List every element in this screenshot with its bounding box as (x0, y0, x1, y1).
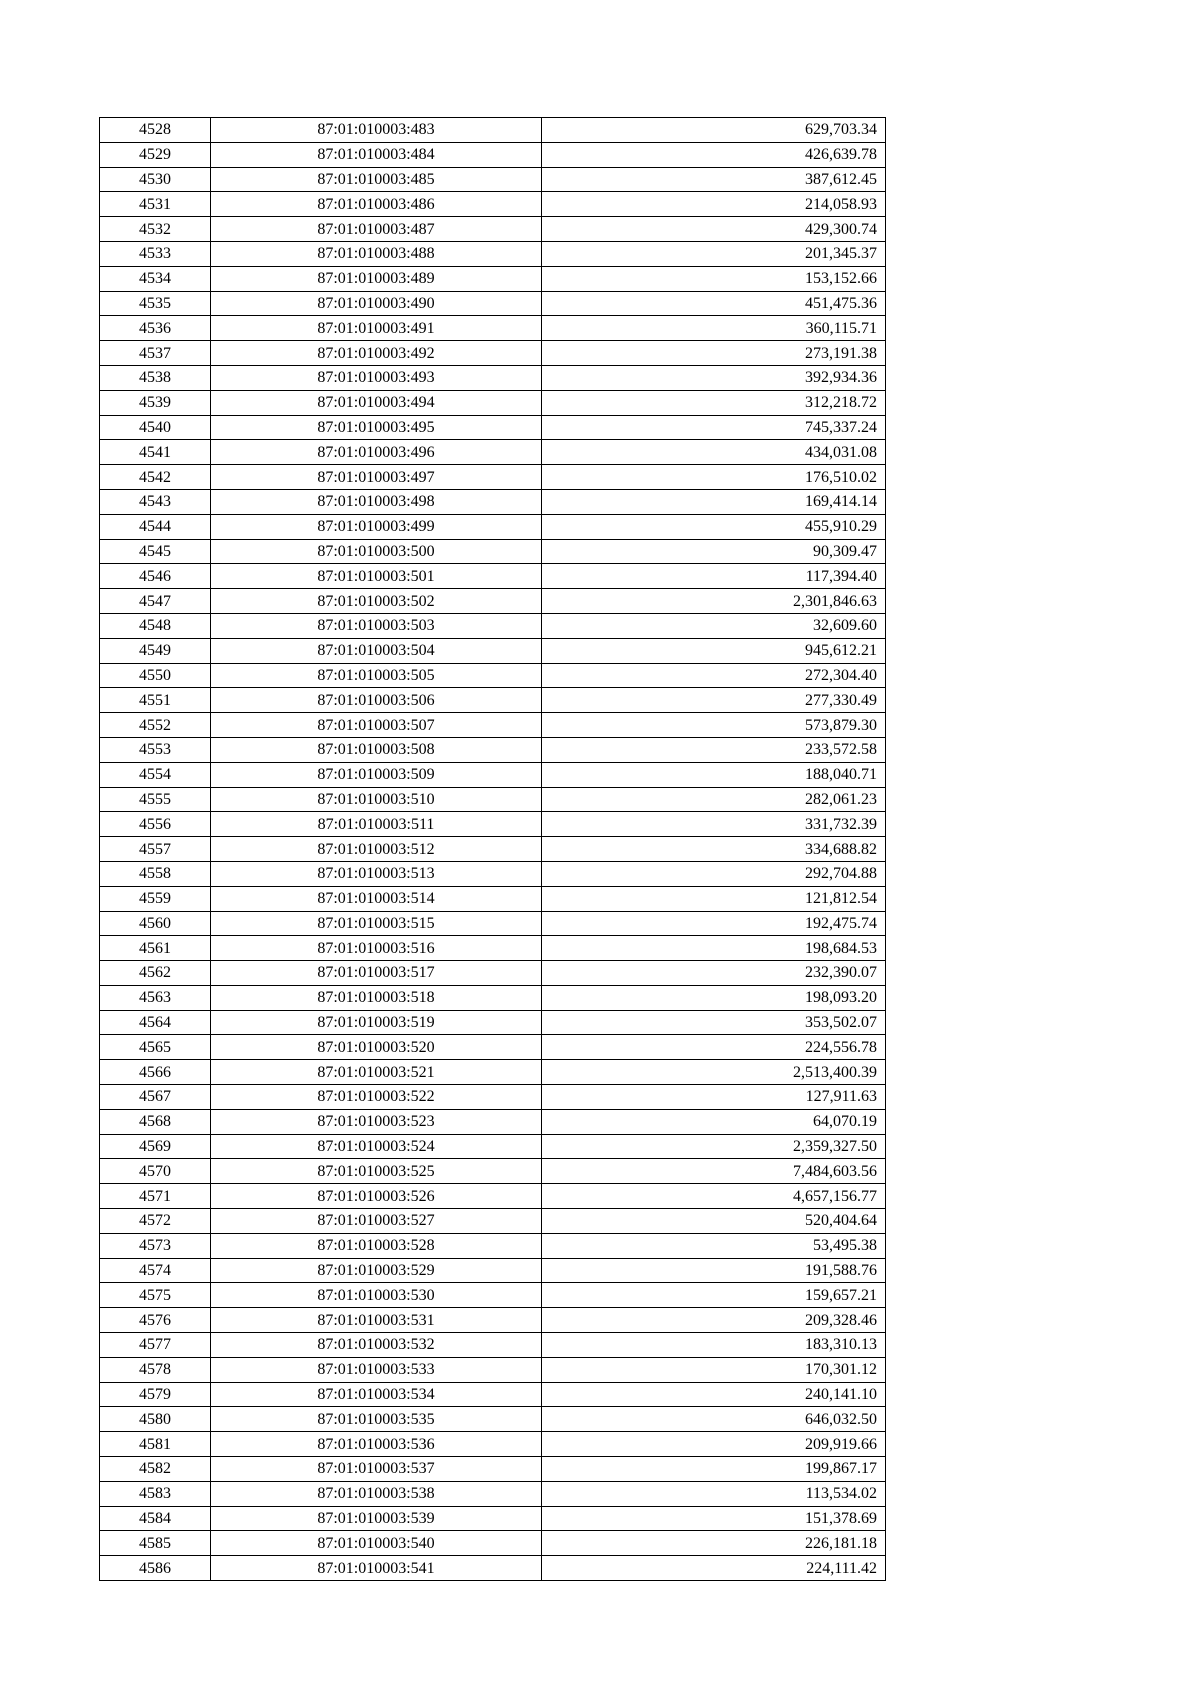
row-number-cell: 4567 (100, 1085, 211, 1110)
value-cell: 53,495.38 (542, 1233, 886, 1258)
cadastral-number-cell: 87:01:010003:509 (211, 762, 542, 787)
table-row (100, 1457, 886, 1482)
cadastral-number-cell: 87:01:010003:505 (211, 663, 542, 688)
cadastral-number-cell: 87:01:010003:506 (211, 688, 542, 713)
row-number-cell: 4531 (100, 192, 211, 217)
table-row (100, 539, 886, 564)
table-row (100, 1209, 886, 1234)
table-row (100, 390, 886, 415)
cadastral-number-cell: 87:01:010003:532 (211, 1333, 542, 1358)
cadastral-number-cell: 87:01:010003:492 (211, 341, 542, 366)
value-cell: 2,513,400.39 (542, 1060, 886, 1085)
value-cell: 646,032.50 (542, 1407, 886, 1432)
table-row (100, 861, 886, 886)
row-number-cell: 4536 (100, 316, 211, 341)
value-cell: 176,510.02 (542, 465, 886, 490)
table-row (100, 985, 886, 1010)
cadastral-number-cell: 87:01:010003:533 (211, 1357, 542, 1382)
cadastral-number-cell: 87:01:010003:507 (211, 713, 542, 738)
row-number-cell: 4554 (100, 762, 211, 787)
table-row (100, 465, 886, 490)
table-row (100, 1060, 886, 1085)
table-row (100, 911, 886, 936)
table-row (100, 936, 886, 961)
table-row (100, 663, 886, 688)
value-cell: 2,359,327.50 (542, 1134, 886, 1159)
row-number-cell: 4582 (100, 1457, 211, 1482)
value-cell: 233,572.58 (542, 737, 886, 762)
value-cell: 232,390.07 (542, 961, 886, 986)
table-row (100, 787, 886, 812)
cadastral-number-cell: 87:01:010003:520 (211, 1035, 542, 1060)
row-number-cell: 4534 (100, 266, 211, 291)
value-cell: 198,684.53 (542, 936, 886, 961)
cadastral-number-cell: 87:01:010003:484 (211, 142, 542, 167)
cadastral-number-cell: 87:01:010003:486 (211, 192, 542, 217)
value-cell: 312,218.72 (542, 390, 886, 415)
table-row (100, 1283, 886, 1308)
row-number-cell: 4566 (100, 1060, 211, 1085)
table-row (100, 1432, 886, 1457)
cadastral-number-cell: 87:01:010003:523 (211, 1109, 542, 1134)
cadastral-number-cell: 87:01:010003:495 (211, 415, 542, 440)
row-number-cell: 4573 (100, 1233, 211, 1258)
cadastral-number-cell: 87:01:010003:488 (211, 241, 542, 266)
value-cell: 334,688.82 (542, 837, 886, 862)
value-cell: 455,910.29 (542, 514, 886, 539)
value-cell: 745,337.24 (542, 415, 886, 440)
table-row (100, 1184, 886, 1209)
row-number-cell: 4579 (100, 1382, 211, 1407)
row-number-cell: 4538 (100, 365, 211, 390)
row-number-cell: 4581 (100, 1432, 211, 1457)
cadastral-number-cell: 87:01:010003:512 (211, 837, 542, 862)
table-row (100, 1556, 886, 1581)
row-number-cell: 4528 (100, 118, 211, 143)
data-table (99, 117, 886, 1581)
table-row (100, 241, 886, 266)
table-row (100, 266, 886, 291)
cadastral-number-cell: 87:01:010003:516 (211, 936, 542, 961)
cadastral-number-cell: 87:01:010003:483 (211, 118, 542, 143)
value-cell: 224,556.78 (542, 1035, 886, 1060)
table-row (100, 217, 886, 242)
cadastral-number-cell: 87:01:010003:534 (211, 1382, 542, 1407)
table-row (100, 118, 886, 143)
row-number-cell: 4565 (100, 1035, 211, 1060)
row-number-cell: 4541 (100, 440, 211, 465)
row-number-cell: 4578 (100, 1357, 211, 1382)
cadastral-number-cell: 87:01:010003:536 (211, 1432, 542, 1457)
cadastral-number-cell: 87:01:010003:518 (211, 985, 542, 1010)
value-cell: 573,879.30 (542, 713, 886, 738)
cadastral-number-cell: 87:01:010003:489 (211, 266, 542, 291)
value-cell: 353,502.07 (542, 1010, 886, 1035)
cadastral-number-cell: 87:01:010003:497 (211, 465, 542, 490)
table-row (100, 886, 886, 911)
row-number-cell: 4537 (100, 341, 211, 366)
value-cell: 64,070.19 (542, 1109, 886, 1134)
cadastral-number-cell: 87:01:010003:504 (211, 638, 542, 663)
value-cell: 945,612.21 (542, 638, 886, 663)
table-row (100, 812, 886, 837)
table-row (100, 837, 886, 862)
value-cell: 331,732.39 (542, 812, 886, 837)
value-cell: 7,484,603.56 (542, 1159, 886, 1184)
cadastral-number-cell: 87:01:010003:540 (211, 1531, 542, 1556)
row-number-cell: 4577 (100, 1333, 211, 1358)
table-row (100, 1258, 886, 1283)
table-row (100, 192, 886, 217)
row-number-cell: 4569 (100, 1134, 211, 1159)
value-cell: 224,111.42 (542, 1556, 886, 1581)
value-cell: 170,301.12 (542, 1357, 886, 1382)
row-number-cell: 4556 (100, 812, 211, 837)
cadastral-number-cell: 87:01:010003:501 (211, 564, 542, 589)
value-cell: 121,812.54 (542, 886, 886, 911)
value-cell: 451,475.36 (542, 291, 886, 316)
row-number-cell: 4561 (100, 936, 211, 961)
value-cell: 201,345.37 (542, 241, 886, 266)
row-number-cell: 4572 (100, 1209, 211, 1234)
cadastral-number-cell: 87:01:010003:496 (211, 440, 542, 465)
cadastral-number-cell: 87:01:010003:515 (211, 911, 542, 936)
value-cell: 32,609.60 (542, 613, 886, 638)
value-cell: 159,657.21 (542, 1283, 886, 1308)
table-row (100, 1035, 886, 1060)
cadastral-number-cell: 87:01:010003:499 (211, 514, 542, 539)
row-number-cell: 4542 (100, 465, 211, 490)
table-row (100, 1407, 886, 1432)
cadastral-number-cell: 87:01:010003:487 (211, 217, 542, 242)
table-row (100, 1506, 886, 1531)
table-row (100, 713, 886, 738)
table-row (100, 1159, 886, 1184)
table-body (100, 118, 886, 1581)
row-number-cell: 4529 (100, 142, 211, 167)
row-number-cell: 4576 (100, 1308, 211, 1333)
row-number-cell: 4570 (100, 1159, 211, 1184)
row-number-cell: 4551 (100, 688, 211, 713)
table-row (100, 762, 886, 787)
value-cell: 2,301,846.63 (542, 589, 886, 614)
cadastral-number-cell: 87:01:010003:524 (211, 1134, 542, 1159)
row-number-cell: 4584 (100, 1506, 211, 1531)
table-row (100, 1382, 886, 1407)
row-number-cell: 4547 (100, 589, 211, 614)
value-cell: 214,058.93 (542, 192, 886, 217)
row-number-cell: 4571 (100, 1184, 211, 1209)
value-cell: 426,639.78 (542, 142, 886, 167)
table-row (100, 564, 886, 589)
row-number-cell: 4580 (100, 1407, 211, 1432)
value-cell: 4,657,156.77 (542, 1184, 886, 1209)
row-number-cell: 4532 (100, 217, 211, 242)
cadastral-number-cell: 87:01:010003:529 (211, 1258, 542, 1283)
table-row (100, 613, 886, 638)
table-row (100, 415, 886, 440)
cadastral-number-cell: 87:01:010003:535 (211, 1407, 542, 1432)
row-number-cell: 4544 (100, 514, 211, 539)
table-row (100, 489, 886, 514)
row-number-cell: 4546 (100, 564, 211, 589)
row-number-cell: 4549 (100, 638, 211, 663)
row-number-cell: 4553 (100, 737, 211, 762)
value-cell: 629,703.34 (542, 118, 886, 143)
table-row (100, 1481, 886, 1506)
cadastral-number-cell: 87:01:010003:527 (211, 1209, 542, 1234)
table-row (100, 1333, 886, 1358)
value-cell: 113,534.02 (542, 1481, 886, 1506)
row-number-cell: 4586 (100, 1556, 211, 1581)
cadastral-number-cell: 87:01:010003:513 (211, 861, 542, 886)
row-number-cell: 4557 (100, 837, 211, 862)
cadastral-number-cell: 87:01:010003:537 (211, 1457, 542, 1482)
value-cell: 273,191.38 (542, 341, 886, 366)
cadastral-number-cell: 87:01:010003:539 (211, 1506, 542, 1531)
row-number-cell: 4562 (100, 961, 211, 986)
cadastral-number-cell: 87:01:010003:494 (211, 390, 542, 415)
row-number-cell: 4548 (100, 613, 211, 638)
table-row (100, 1085, 886, 1110)
row-number-cell: 4560 (100, 911, 211, 936)
cadastral-number-cell: 87:01:010003:502 (211, 589, 542, 614)
row-number-cell: 4540 (100, 415, 211, 440)
table-row (100, 961, 886, 986)
cadastral-number-cell: 87:01:010003:526 (211, 1184, 542, 1209)
table-row (100, 1357, 886, 1382)
cadastral-number-cell: 87:01:010003:531 (211, 1308, 542, 1333)
table-row (100, 1308, 886, 1333)
value-cell: 292,704.88 (542, 861, 886, 886)
cadastral-number-cell: 87:01:010003:510 (211, 787, 542, 812)
cadastral-number-cell: 87:01:010003:538 (211, 1481, 542, 1506)
row-number-cell: 4533 (100, 241, 211, 266)
row-number-cell: 4558 (100, 861, 211, 886)
table-row (100, 365, 886, 390)
value-cell: 429,300.74 (542, 217, 886, 242)
cadastral-number-cell: 87:01:010003:519 (211, 1010, 542, 1035)
table-row (100, 1010, 886, 1035)
table-row (100, 142, 886, 167)
value-cell: 240,141.10 (542, 1382, 886, 1407)
table-row (100, 737, 886, 762)
table-row (100, 589, 886, 614)
table-row (100, 167, 886, 192)
value-cell: 226,181.18 (542, 1531, 886, 1556)
row-number-cell: 4539 (100, 390, 211, 415)
table-row (100, 291, 886, 316)
value-cell: 209,328.46 (542, 1308, 886, 1333)
table-row (100, 1134, 886, 1159)
value-cell: 151,378.69 (542, 1506, 886, 1531)
value-cell: 282,061.23 (542, 787, 886, 812)
table-row (100, 316, 886, 341)
value-cell: 520,404.64 (542, 1209, 886, 1234)
value-cell: 360,115.71 (542, 316, 886, 341)
row-number-cell: 4575 (100, 1283, 211, 1308)
row-number-cell: 4555 (100, 787, 211, 812)
table-row (100, 688, 886, 713)
row-number-cell: 4559 (100, 886, 211, 911)
value-cell: 183,310.13 (542, 1333, 886, 1358)
cadastral-number-cell: 87:01:010003:530 (211, 1283, 542, 1308)
value-cell: 191,588.76 (542, 1258, 886, 1283)
row-number-cell: 4543 (100, 489, 211, 514)
table-row (100, 1109, 886, 1134)
value-cell: 209,919.66 (542, 1432, 886, 1457)
value-cell: 127,911.63 (542, 1085, 886, 1110)
value-cell: 198,093.20 (542, 985, 886, 1010)
row-number-cell: 4568 (100, 1109, 211, 1134)
cadastral-number-cell: 87:01:010003:517 (211, 961, 542, 986)
cadastral-number-cell: 87:01:010003:498 (211, 489, 542, 514)
cadastral-number-cell: 87:01:010003:522 (211, 1085, 542, 1110)
cadastral-number-cell: 87:01:010003:493 (211, 365, 542, 390)
row-number-cell: 4563 (100, 985, 211, 1010)
cadastral-number-cell: 87:01:010003:521 (211, 1060, 542, 1085)
cadastral-number-cell: 87:01:010003:503 (211, 613, 542, 638)
table-row (100, 1531, 886, 1556)
value-cell: 169,414.14 (542, 489, 886, 514)
row-number-cell: 4530 (100, 167, 211, 192)
cadastral-number-cell: 87:01:010003:525 (211, 1159, 542, 1184)
cadastral-number-cell: 87:01:010003:528 (211, 1233, 542, 1258)
row-number-cell: 4550 (100, 663, 211, 688)
row-number-cell: 4585 (100, 1531, 211, 1556)
row-number-cell: 4564 (100, 1010, 211, 1035)
row-number-cell: 4583 (100, 1481, 211, 1506)
value-cell: 153,152.66 (542, 266, 886, 291)
cadastral-number-cell: 87:01:010003:485 (211, 167, 542, 192)
row-number-cell: 4574 (100, 1258, 211, 1283)
table-row (100, 440, 886, 465)
table-row (100, 1233, 886, 1258)
cadastral-number-cell: 87:01:010003:514 (211, 886, 542, 911)
value-cell: 392,934.36 (542, 365, 886, 390)
value-cell: 199,867.17 (542, 1457, 886, 1482)
cadastral-number-cell: 87:01:010003:500 (211, 539, 542, 564)
cadastral-number-cell: 87:01:010003:490 (211, 291, 542, 316)
value-cell: 434,031.08 (542, 440, 886, 465)
value-cell: 272,304.40 (542, 663, 886, 688)
value-cell: 117,394.40 (542, 564, 886, 589)
row-number-cell: 4535 (100, 291, 211, 316)
cadastral-number-cell: 87:01:010003:541 (211, 1556, 542, 1581)
value-cell: 387,612.45 (542, 167, 886, 192)
cadastral-number-cell: 87:01:010003:491 (211, 316, 542, 341)
row-number-cell: 4552 (100, 713, 211, 738)
value-cell: 192,475.74 (542, 911, 886, 936)
cadastral-number-cell: 87:01:010003:508 (211, 737, 542, 762)
value-cell: 90,309.47 (542, 539, 886, 564)
table-row (100, 638, 886, 663)
cadastral-number-cell: 87:01:010003:511 (211, 812, 542, 837)
value-cell: 277,330.49 (542, 688, 886, 713)
row-number-cell: 4545 (100, 539, 211, 564)
table-row (100, 514, 886, 539)
value-cell: 188,040.71 (542, 762, 886, 787)
table-row (100, 341, 886, 366)
